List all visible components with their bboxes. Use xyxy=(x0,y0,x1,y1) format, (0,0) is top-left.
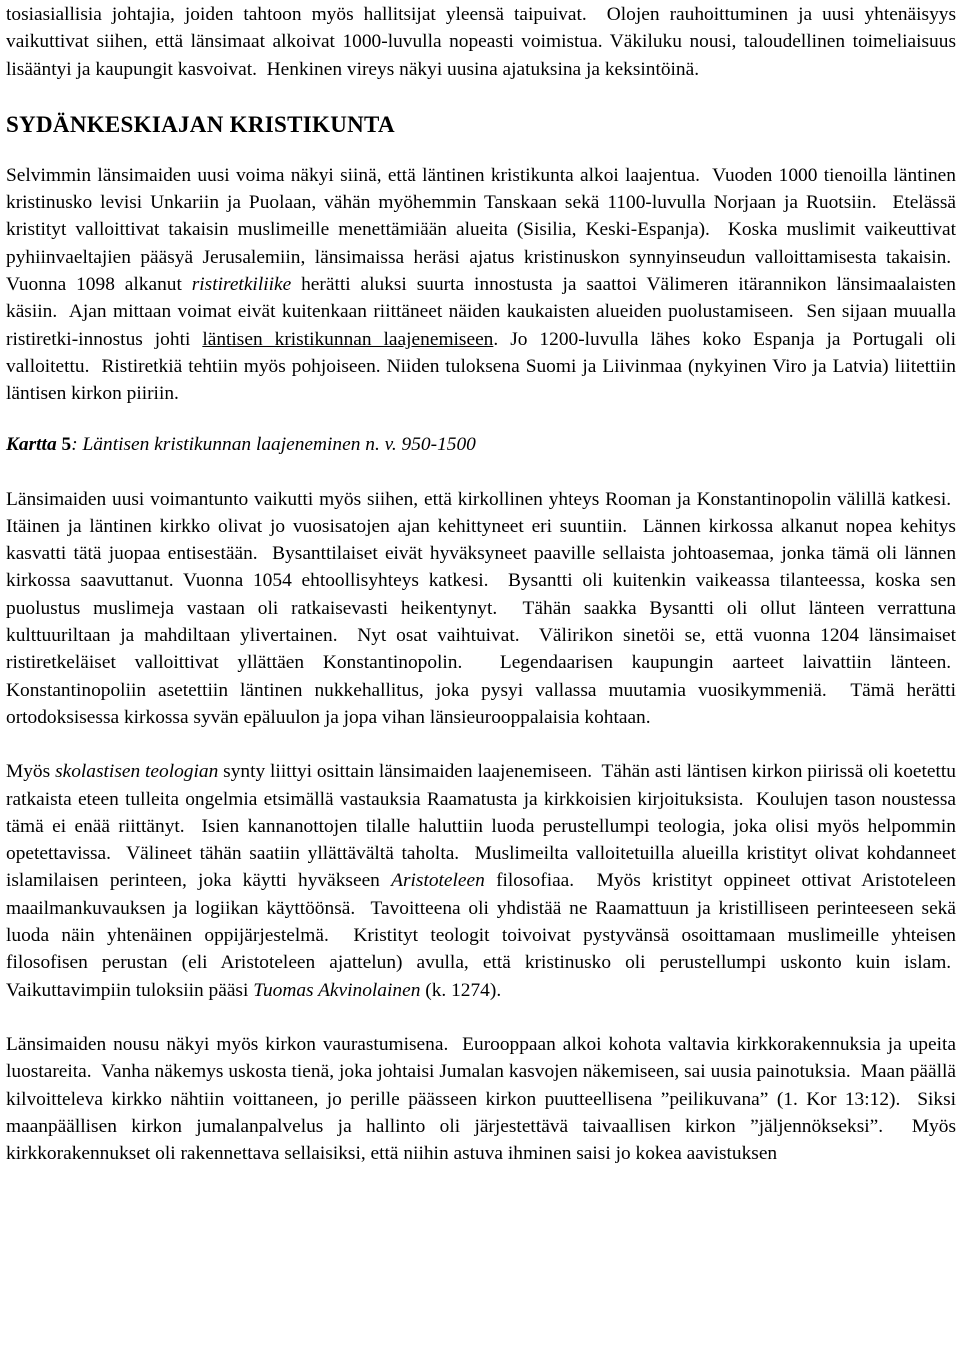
sentence: Vuonna 1098 alkanut xyxy=(6,274,182,296)
document-page xyxy=(6,0,956,1167)
sentence: Lännen kirkossa alkanut nopea kehitys kasvatti tätä juopaa entisestään. xyxy=(6,515,956,565)
map-caption xyxy=(6,431,956,458)
caption-label: Kartta xyxy=(6,433,57,455)
sentence: . Jo 1200-luvulla lähes koko Espanja ja Portugali oli valloitettu. xyxy=(6,328,956,377)
sentence: Konstantinopoliin asetettiin läntinen nukkehallitus, joka pysyi vallassa muutamia vuosikymmeniä. xyxy=(6,679,827,701)
body-paragraph xyxy=(6,1031,956,1167)
sentence: Legendaarisen kaupungin aarteet laivattiin länteen. xyxy=(499,652,952,674)
emphasis-term: skolastisen teologian xyxy=(55,761,219,783)
sentence: Tähän saakka Bysantti oli ollut länteen verrattuna kulttuuriltaan ja mahdiltaan ylivertainen. xyxy=(6,597,956,647)
caption-number: 5 xyxy=(61,433,72,455)
body-paragraph xyxy=(6,162,956,408)
sentence: Sen sijaan muualla ristiretki-innostus johti xyxy=(6,301,956,350)
sentence: Tähän asti läntisen kirkon piirissä oli koetettu ratkaista eteen tulleita ongelmia etsimällä vastauksia Raamatusta ja kirkkoisien kirjoituksista. xyxy=(6,761,956,810)
emphasis-term: Tuomas Akvinolainen xyxy=(253,979,421,1001)
sentence: Siksi maanpäällisen kirkon jumalanpalvelus ja hallinto oli järjestettävä taivaallisen kirkon ”jäljennökseksi”. xyxy=(6,1088,957,1137)
sentence: Myös kristityt oppineet ottivat Aristoteleen maailmankuvauksen ja logiikan käyttöönsä. xyxy=(6,870,956,919)
sentence: Tavoitteena oli yhdistää ne Raamattuun ja kristilliseen perinteeseen sekä luoda näin yhtenäinen oppijärjestelmä. xyxy=(6,897,956,947)
sentence: filosofiaa. xyxy=(496,870,575,892)
sentence: Koulujen tason noustessa tämä ei enää riittänyt. xyxy=(6,788,956,837)
sentence: Bysantti oli kuitenkin vaikeassa tilanteessa, koska sen puolustus muslimeja vastaan oli ratkaisevasti heikentynyt. xyxy=(6,570,956,619)
sentence: Koska muslimit vaikeuttivat pyhiinvaeltajien pääsyä Jerusalemiin, länsimaissa heräsi ajatus kristinuskon synnyinseudun valloittamisesta takaisin. xyxy=(6,219,956,268)
emphasis-term: Aristoteleen xyxy=(391,870,485,892)
sentence: Länsimaiden uusi voimantunto vaikutti myös siihen, että kirkollinen yhteys Rooman ja Konstantinopolin välillä katkesi. xyxy=(6,488,952,510)
sentence: herätti aluksi suurta innostusta ja saattoi Välimeren itärannikon länsimaalaisten käsiin. xyxy=(6,274,956,323)
sentence: Maan päällä kilvoitteleva kirkko nähtiin voittaneen, jo perille päässeen kirkon puutteellisena ”peilikuvana” (1. Kor 13:12). xyxy=(6,1061,956,1110)
body-paragraph xyxy=(6,486,956,732)
sentence: Bysanttilaiset eivät hyväksyneet paaville sellaista johtoasemaa, jonka tämä oli lännen kirkossa saavuttanut. xyxy=(6,543,957,592)
sentence: Ajan mittaan voimat eivät kuitenkaan riittäneet näiden kaukaisten alueiden puolustamiseen. xyxy=(68,301,794,323)
sentence: Itäinen ja läntinen kirkko olivat jo vuosisatojen ajan kehittyneet eri suuntiin. xyxy=(6,515,628,537)
sentence: Isien kannanottojen tilalle haluttiin luoda perustellumpi teologia, joka olisi myös helpommin opetettavissa. xyxy=(6,815,956,865)
sentence: Länsimaiden nousu näkyi myös kirkon vaurastumisena. xyxy=(6,1033,449,1055)
sentence: Tämä herätti ortodoksisessa kirkossa syvän epäluulon ja jopa vihan länsieurooppalaisia kohtaan. xyxy=(6,679,956,728)
sentence: Välineet tähän saatiin yllättävältä taholta. xyxy=(126,843,460,865)
sentence: Vuoden 1000 tienoilla läntinen kristinusko levisi Unkariin ja Puolaan, vähän myöhemmin Tanskaan sekä 1100-luvulla Norjaan ja Ruotsiin. xyxy=(6,164,956,214)
intro-sentence: Henkinen vireys näkyi uusina ajatuksina ja keksintöinä. xyxy=(266,58,700,80)
emphasis-term: ristiretkiliike xyxy=(191,274,292,296)
sentence: Vuonna 1054 ehtoollisyhteys katkesi. xyxy=(182,570,489,592)
intro-sentence: Väkiluku nousi, taloudellinen toimeliaisuus lisääntyi ja kaupungit kasvoivat. xyxy=(6,31,956,80)
section-heading: SYDÄNKESKIAJAN KRISTIKUNTA xyxy=(6,111,395,137)
sentence: synty liittyi osittain länsimaiden laajenemiseen. xyxy=(223,761,593,783)
sentence: Nyt osat vaihtuivat. xyxy=(357,625,520,647)
sentence: Muslimeilta valloitetuilla alueilla kristityt olivat kohdanneet islamilaisen perinteen, joka käytti hyväkseen xyxy=(6,843,956,892)
sentence: Niiden tuloksena Suomi ja Liivinmaa (nykyinen Viro ja Latvia) liitettiin läntisen kirkon piiriin. xyxy=(6,355,956,405)
sentence: Eurooppaan alkoi kohota valtavia kirkkorakennuksia ja upeita luostareita. xyxy=(6,1033,956,1083)
sentence: Etelässä kristityt valloittivat takaisin muslimeille menettämiään alueita (Sisilia, Keski-Espanja). xyxy=(6,192,956,241)
body-paragraph xyxy=(6,758,956,1004)
sentence: Selvimmin länsimaiden uusi voima näkyi siinä, että läntinen kristikunta alkoi laajentua. xyxy=(6,164,700,186)
sentence: Myös xyxy=(6,761,51,783)
underlined-phrase: läntisen kristikunnan laajenemiseen xyxy=(202,328,494,350)
sentence: Välirikon sinetöi se, että vuonna 1204 länsimaiset ristiretkeläiset valloittivat yllättäen Konstantinopolin. xyxy=(6,625,956,674)
sentence: Vaikuttavimpiin tuloksiin pääsi xyxy=(6,979,249,1001)
intro-paragraph xyxy=(6,1,956,83)
sentence: Kristityt teologit toivoivat pystyvänsä osoittamaan muslimeille yhteisen filosofisen perustan (eli Aristoteleen ajattelun) avulla, että kristinusko oli perustellumpi uskonto kuin islam. xyxy=(6,925,956,974)
intro-sentence: tosiasiallisia johtajia, joiden tahtoon myös hallitsijat yleensä taipuivat. xyxy=(6,4,587,25)
sentence: Vanha näkemys uskosta tienä, joka johtaisi Jumalan kasvojen näkemiseen, sai uusia painotuksia. xyxy=(101,1061,851,1083)
caption-text: : Läntisen kristikunnan laajeneminen n. v. 950-1500 xyxy=(71,433,476,455)
sentence: Ristiretkiä tehtiin myös pohjoiseen. xyxy=(101,355,381,377)
sentence: Myös kirkkorakennukset oli rakennettava sellaisiksi, että niihin astuva ihminen saisi jo kokea aavistuksen xyxy=(6,1115,956,1165)
sentence: (k. 1274). xyxy=(425,979,502,1001)
intro-sentence: Olojen rauhoittuminen ja uusi yhtenäisyys vaikuttivat siihen, että länsimaat alkoivat 1000-luvulla nopeasti voimistua. xyxy=(6,4,957,53)
